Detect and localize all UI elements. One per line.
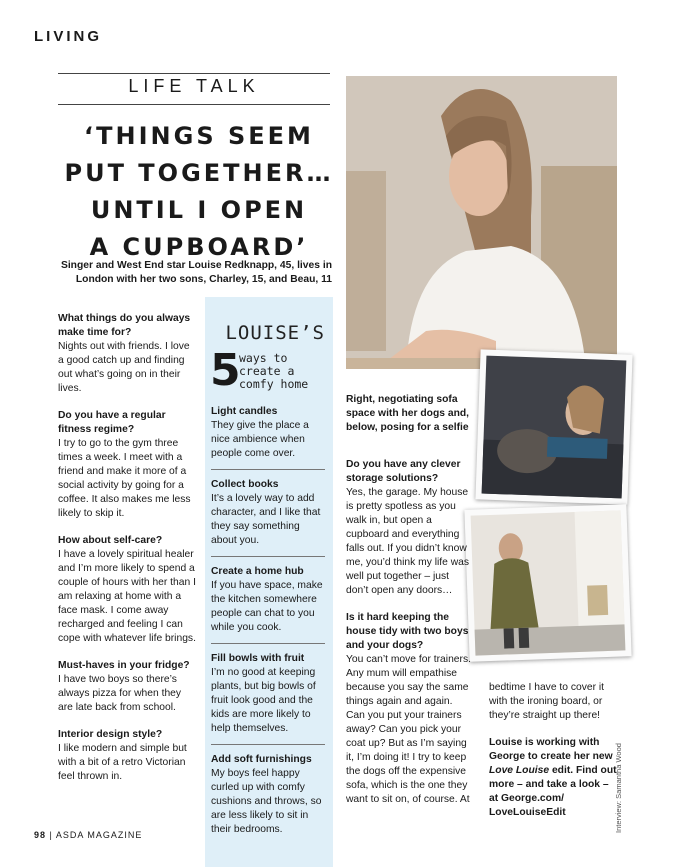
qa-block: [346, 458, 474, 598]
sidebar-tip: [211, 652, 325, 745]
kicker-rule-top: [58, 73, 330, 74]
answer: I have two boys so there’s always pizza for when they are late back from school.: [58, 674, 182, 713]
selfie-photo: [464, 504, 631, 662]
magazine-name: | ASDA MAGAZINE: [49, 830, 143, 840]
question: How about self-care?: [58, 535, 163, 546]
tip-title: Create a home hub: [211, 566, 304, 577]
question: Do you have a regular fitness regime?: [58, 410, 166, 435]
sidebar-list: [211, 405, 325, 853]
sidebar-tip: [211, 753, 325, 845]
kicker-rule-bottom: [58, 104, 330, 105]
headline: [44, 118, 354, 266]
sidebar-subtitle: [239, 352, 308, 391]
tip-text: It’s a lovely way to add character, and I like that they say something about you.: [211, 493, 321, 546]
question: What things do you always make time for?: [58, 313, 191, 338]
promo-text: [489, 736, 617, 820]
qa-block: [58, 659, 198, 715]
sidebar-tip: [211, 478, 325, 557]
sidebar-tip: [211, 405, 325, 470]
page-footer: [34, 830, 142, 840]
headline-line: PUT TOGETHER…: [64, 159, 334, 187]
tip-title: Add soft furnishings: [211, 754, 312, 765]
sidebar-title: LOUISE’S: [225, 322, 325, 344]
dogs-photo: [475, 349, 632, 504]
standfirst: Singer and West End star Louise Redknapp, 45, lives in London with her two sons, Charley, 15, and Beau, 11: [60, 260, 332, 285]
tip-title: Collect books: [211, 479, 279, 490]
question: Is it hard keeping the house tidy with two boys and your dogs?: [346, 612, 469, 651]
answer: I have a lovely spiritual healer and I’m more likely to spend a couple of hours with her than I am relaxing at home with a face mask. I come away recharged and feeling I can cope with whatever life brings.: [58, 549, 196, 644]
interview-credit: Interview: Samantha Wood: [614, 743, 623, 833]
section-label: LIVING: [34, 28, 103, 45]
question: Interior design style?: [58, 729, 163, 740]
headline-line: A CUPBOARD’: [89, 233, 309, 261]
qa-block: [346, 611, 474, 807]
promo-text-part: edit. Find out more – and take a look – at George.com/ LoveLouiseEdit: [489, 765, 617, 818]
tip-text: I’m no good at keeping plants, but big bowls of fruit look good and the kids are more likely to help themselves.: [211, 667, 316, 734]
qa-block: [58, 409, 198, 521]
kicker: LIFE TALK: [128, 76, 260, 96]
tip-text: My boys feel happy curled up with comfy cushions and throws, so are less likely to sit in their bedrooms.: [211, 768, 322, 835]
promo-text-part: Louise is working with George to create her new: [489, 737, 613, 762]
qa-block: [58, 534, 198, 646]
selfie-illustration: [464, 504, 631, 662]
photo-caption: Right, negotiating sofa space with her dogs and, below, posing for a selfie: [346, 394, 470, 433]
tip-title: Light candles: [211, 406, 278, 417]
question: Do you have any clever storage solutions?: [346, 459, 461, 484]
dogs-illustration: [475, 349, 632, 504]
right-column: [489, 681, 617, 833]
continued-text: bedtime I have to cover it with the ironing board, or they’re straight up there!: [489, 682, 605, 721]
headline-line: UNTIL I OPEN: [90, 196, 308, 224]
question: Must-haves in your fridge?: [58, 660, 190, 671]
portrait-illustration: [346, 76, 617, 369]
answer: You can’t move for trainers. Any mum will empathise because you say the same things again and again. Can you put your trainers away? Can you pick your coat up? But as I’m saying it, I’m doing it! I try to keep the dogs off the expensive sofa, which is the one they want to sit on, of course. At: [346, 654, 471, 805]
middle-column: [346, 458, 474, 820]
qa-block: [58, 312, 198, 396]
answer: I like modern and simple but with a bit of a retro Victorian feel thrown in.: [58, 743, 187, 782]
tip-text: They give the place a nice ambience when people come over.: [211, 420, 309, 459]
promo-brand: Love Louise: [489, 765, 550, 776]
left-column: [58, 312, 198, 797]
answer: I try to go to the gym three times a week. I meet with a friend and make it more of a social activity by going for a coffee. It also makes me less likely to skip it.: [58, 438, 191, 519]
tip-title: Fill bowls with fruit: [211, 653, 305, 664]
sidebar-subtitle-line: create a: [239, 364, 295, 378]
sidebar-subtitle-line: comfy home: [239, 377, 309, 391]
portrait-photo: [346, 76, 617, 369]
tip-text: If you have space, make the kitchen somewhere people can chat to you while you cook.: [211, 580, 323, 633]
answer: Yes, the garage. My house is pretty spotless as you walk in, but open a cupboard and everything falls out. If you didn’t know me, you’d think my life was well put together – just don’t open any doors…: [346, 487, 470, 596]
sidebar-number: 5: [210, 345, 241, 396]
sidebar-tip: [211, 565, 325, 644]
qa-block: [58, 728, 198, 784]
page-number: 98: [34, 830, 47, 840]
sidebar-subtitle-line: ways to: [239, 351, 288, 365]
answer: Nights out with friends. I love a good catch up and finding out what’s going on in their lives.: [58, 341, 190, 394]
headline-line: ‘THINGS SEEM: [84, 122, 314, 150]
